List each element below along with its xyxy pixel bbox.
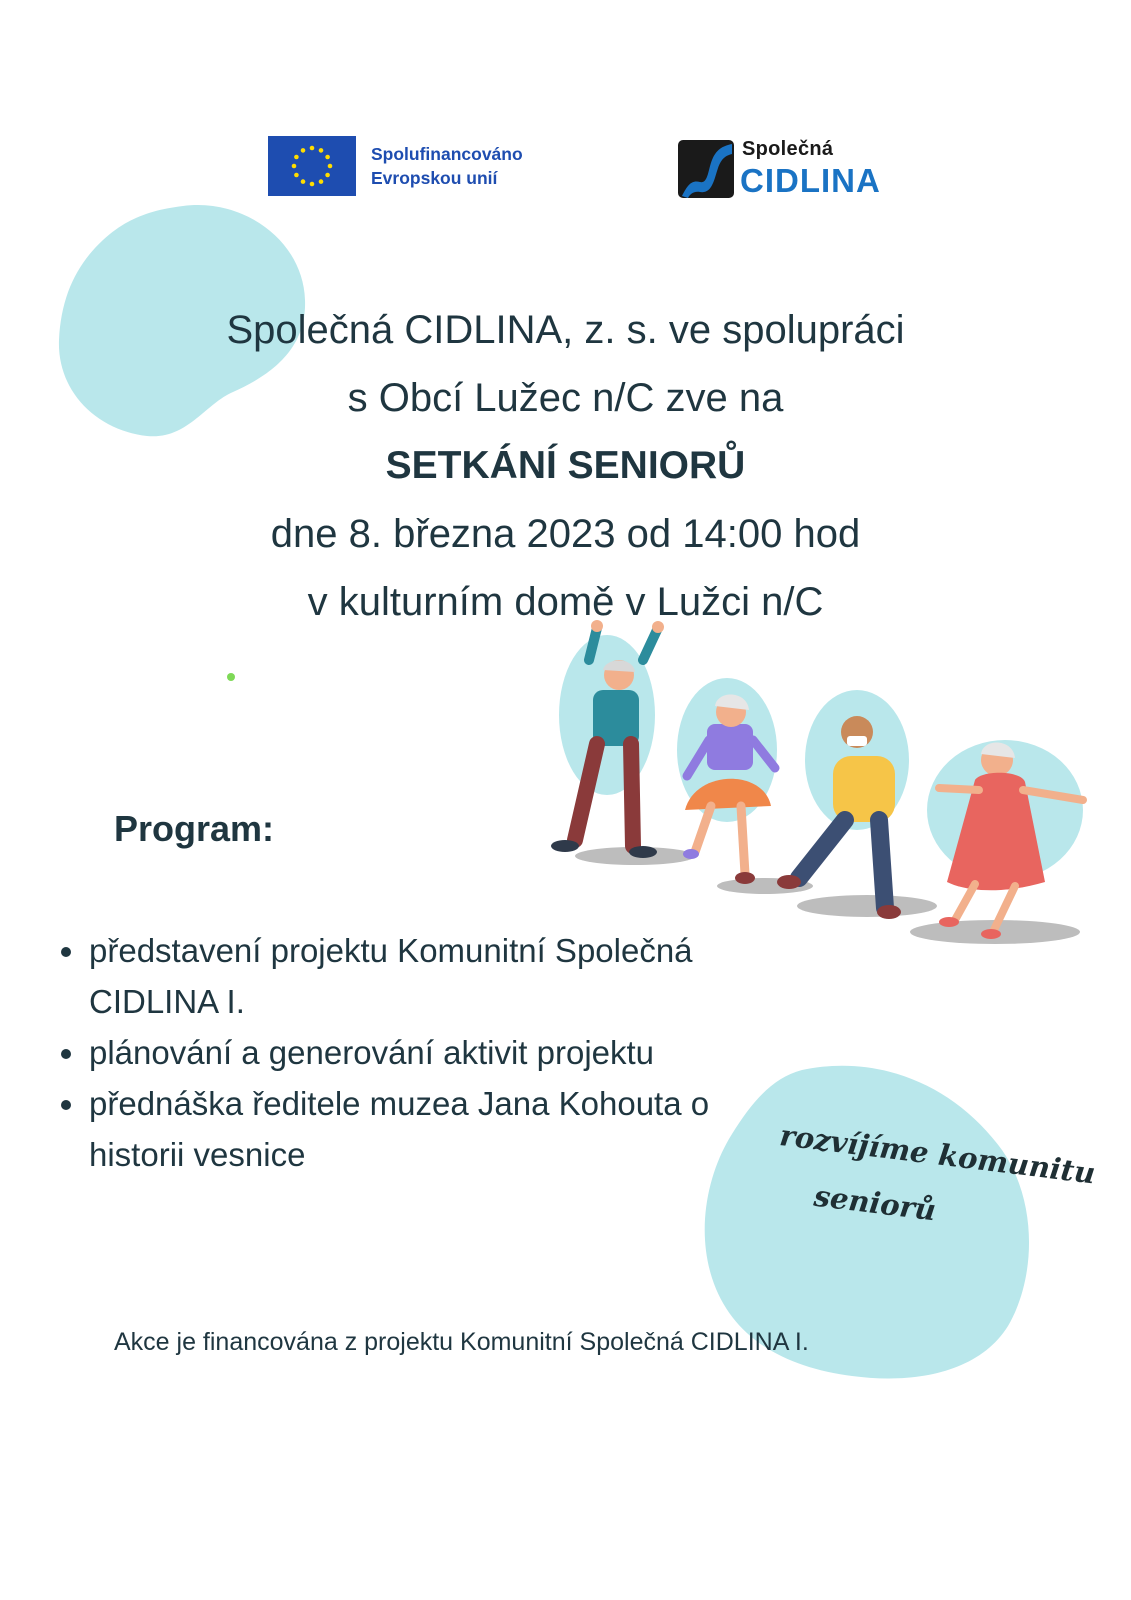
program-item-1-line2: CIDLINA I. bbox=[89, 983, 245, 1020]
eu-star-icon bbox=[294, 173, 299, 178]
program-item-2-line1: plánování a generování aktivit projektu bbox=[89, 1034, 655, 1071]
program-item-3-line1: přednáška ředitele muzea Jana Kohouta o bbox=[89, 1085, 710, 1122]
eu-logo-line2: Evropskou unií bbox=[371, 168, 498, 188]
dancing-seniors-illustration bbox=[535, 620, 1095, 960]
eu-star-icon bbox=[325, 155, 330, 160]
cidlina-logo-small: Společná bbox=[742, 138, 834, 160]
list-item bbox=[89, 1027, 809, 1078]
program-item-1-line1: představení projektu Komunitní Společná bbox=[89, 932, 693, 969]
eu-cofinanced-logo bbox=[268, 136, 523, 196]
eu-logo-line1: Spolufinancováno bbox=[371, 144, 523, 164]
eu-star-icon bbox=[301, 179, 306, 184]
program-title: Program: bbox=[114, 808, 275, 849]
program-list bbox=[89, 925, 809, 1180]
cidlina-wave-icon bbox=[678, 140, 736, 200]
funding-note: Akce je financována z projektu Komunitní Společná CIDLINA I. bbox=[114, 1328, 809, 1356]
eu-star-icon bbox=[310, 182, 315, 187]
tagline-line2: seniorů bbox=[812, 1178, 938, 1228]
eu-star-icon bbox=[294, 155, 299, 160]
eu-logo-text bbox=[371, 142, 523, 190]
eu-star-icon bbox=[325, 173, 330, 178]
program-item-3-line2: historii vesnice bbox=[89, 1136, 306, 1173]
eu-flag-icon bbox=[268, 136, 356, 196]
eu-star-icon bbox=[292, 164, 297, 169]
decorative-dot bbox=[227, 673, 235, 681]
eu-star-icon bbox=[319, 148, 324, 153]
event-place: v kulturním domě v Lužci n/C bbox=[307, 580, 824, 624]
headline-organizer: Společná CIDLINA, z. s. ve spolupráci bbox=[226, 308, 905, 352]
cidlina-logo bbox=[678, 138, 910, 202]
list-item bbox=[89, 925, 809, 1027]
eu-star-icon bbox=[301, 148, 306, 153]
eu-star-icon bbox=[319, 179, 324, 184]
tagline-line1: rozvíjíme komunitu bbox=[777, 1118, 1098, 1191]
eu-star-icon bbox=[310, 146, 315, 151]
event-date: dne 8. března 2023 od 14:00 hod bbox=[270, 512, 861, 556]
headline-partner: s Obcí Lužec n/C zve na bbox=[347, 376, 784, 420]
eu-star-icon bbox=[328, 164, 333, 169]
headline bbox=[0, 296, 1131, 636]
event-title: SETKÁNÍ SENIORŮ bbox=[385, 444, 746, 487]
cidlina-logo-big: CIDLINA bbox=[740, 162, 881, 199]
tagline bbox=[777, 1118, 1098, 1228]
